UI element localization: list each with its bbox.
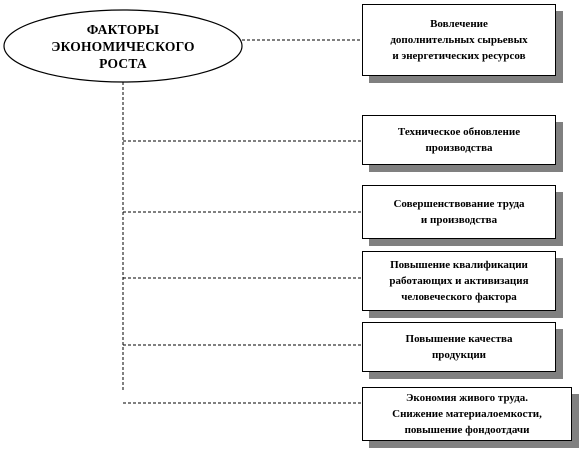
root-node-label <box>8 14 238 78</box>
factor-1-line-1: Вовлечение <box>430 18 488 30</box>
factor-box-2 <box>362 115 556 165</box>
factor-3-line-2: и производства <box>420 214 498 226</box>
factor-1-line-2: дополнительных сырьевых <box>390 34 528 46</box>
factor-2-line-2: производства <box>425 142 493 154</box>
factor-6-line-2: Снижение материалоемкости, <box>392 408 542 420</box>
root-line-3: РОСТА <box>99 55 147 71</box>
factor-box-1 <box>362 4 556 76</box>
factor-5-line-1: Повышение качества <box>405 333 513 345</box>
factor-6-line-3: повышение фондоотдачи <box>404 424 530 436</box>
factor-box-4 <box>362 251 556 311</box>
factor-5-line-2: продукции <box>431 349 487 361</box>
factor-box-3 <box>362 185 556 239</box>
factor-box-5 <box>362 322 556 372</box>
factor-4-line-3: человеческого фактора <box>401 291 517 303</box>
factor-3-line-1: Совершенствование труда <box>393 198 525 210</box>
root-line-2: ЭКОНОМИЧЕСКОГО <box>51 38 195 54</box>
root-line-1: ФАКТОРЫ <box>86 21 160 37</box>
factor-1-line-3: и энергетических ресурсов <box>392 50 526 62</box>
factor-6-line-1: Экономия живого труда. <box>405 392 529 404</box>
factor-4-line-2: работающих и активизация <box>389 275 529 287</box>
factor-2-line-1: Техническое обновление <box>397 126 521 138</box>
factor-4-line-1: Повышение квалификации <box>390 259 528 271</box>
factor-box-6 <box>362 387 572 441</box>
